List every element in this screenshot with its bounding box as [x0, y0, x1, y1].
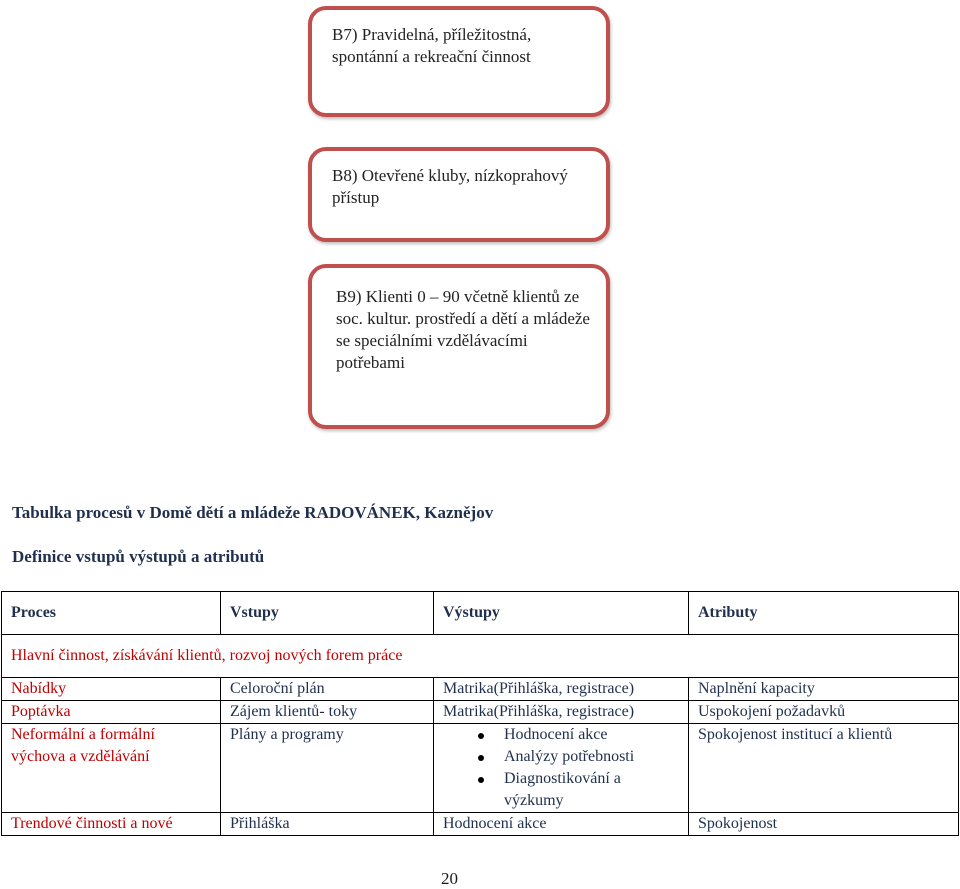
cell-vystupy: Hodnocení akce [434, 813, 689, 836]
table-header-row [2, 592, 959, 635]
cell-proces: Neformální a formální výchova a vzdělávání [2, 724, 221, 813]
table-row [2, 813, 959, 836]
cell-vstupy: Zájem klientů- toky [221, 701, 434, 724]
table-title: Tabulka procesů v Domě dětí a mládeže RADOVÁNEK, Kaznějov [12, 503, 494, 522]
table-row [2, 678, 959, 701]
table-row [2, 701, 959, 724]
header-atributy: Atributy [689, 592, 959, 635]
cell-atributy: Naplnění kapacity [689, 678, 959, 701]
list-item: Diagnostikování a výzkumy [443, 768, 679, 812]
cell-vystupy: Matrika(Přihláška, registrace) [434, 678, 689, 701]
page-number: 20 [441, 869, 458, 888]
cell-vstupy: Celoroční plán [221, 678, 434, 701]
cell-proces: Poptávka [2, 701, 221, 724]
cell-vystupy [434, 724, 689, 813]
process-box-b7 [308, 6, 610, 117]
process-box-b9 [308, 264, 610, 429]
header-vstupy: Vstupy [221, 592, 434, 635]
list-item: Hodnocení akce [443, 724, 679, 746]
cell-vstupy: Přihláška [221, 813, 434, 836]
cell-atributy: Spokojenost institucí a klientů [689, 724, 959, 813]
process-box-b8 [308, 147, 610, 242]
cell-atributy: Uspokojení požadavků [689, 701, 959, 724]
process-box-b8-text: B8) Otevřené kluby, nízkoprahový přístup [332, 166, 568, 207]
output-list [443, 724, 679, 812]
cell-vstupy: Plány a programy [221, 724, 434, 813]
process-table [1, 591, 959, 836]
table-subtitle: Definice vstupů výstupů a atributů [12, 547, 265, 566]
section-label: Hlavní činnost, získávání klientů, rozvoj nových forem práce [2, 635, 959, 678]
table-row [2, 724, 959, 813]
header-proces: Proces [2, 592, 221, 635]
cell-proces: Nabídky [2, 678, 221, 701]
cell-atributy: Spokojenost [689, 813, 959, 836]
list-item: Analýzy potřebnosti [443, 746, 679, 768]
process-box-b7-text: B7) Pravidelná, příležitostná, spontánní a rekreační činnost [332, 25, 532, 66]
header-vystupy: Výstupy [434, 592, 689, 635]
process-box-b9-text: B9) Klienti 0 – 90 včetně klientů ze soc. kultur. prostředí a dětí a mládeže se speciálními vzdělávacími potřebami [336, 287, 590, 372]
cell-vystupy: Matrika(Přihláška, registrace) [434, 701, 689, 724]
table-section-row [2, 635, 959, 678]
cell-proces: Trendové činnosti a nové [2, 813, 221, 836]
